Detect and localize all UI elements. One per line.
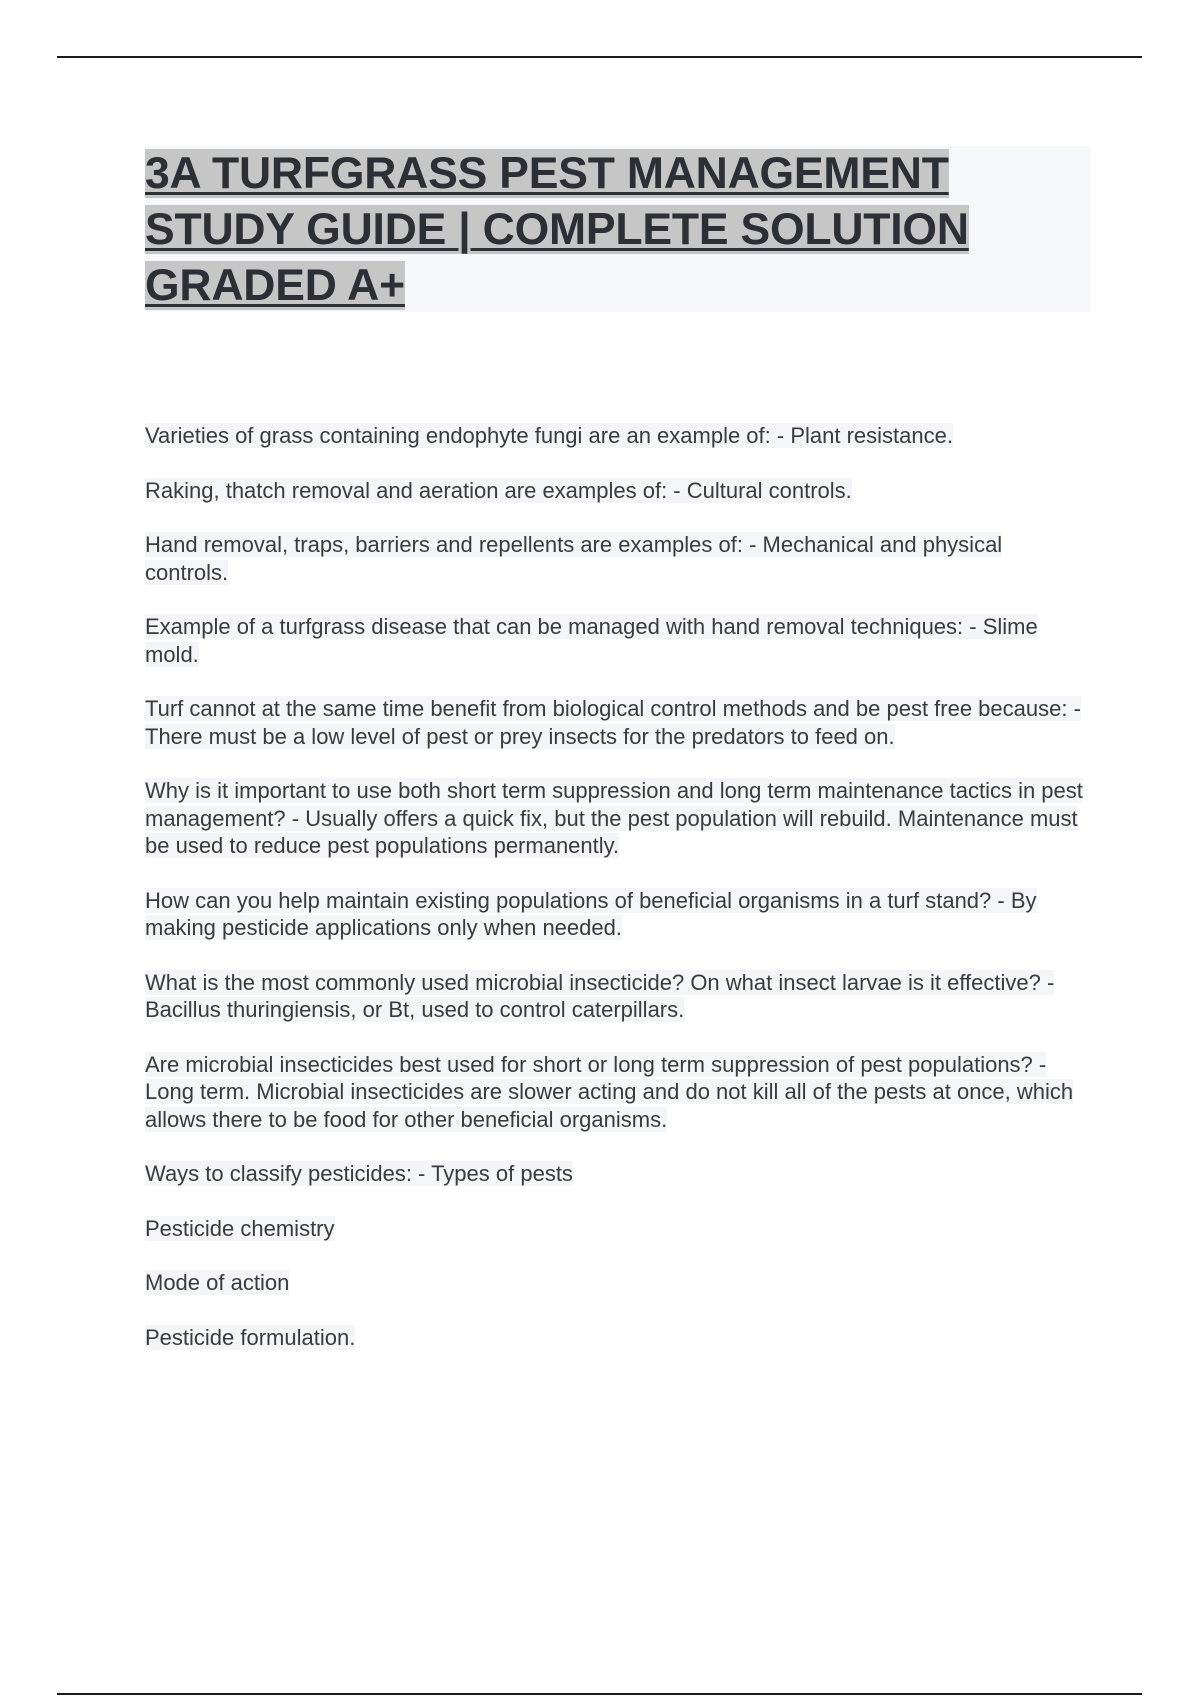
study-item-text: Are microbial insecticides best used for short or long term suppression of pest populations? - Long term. Microbial insecticides are slower acting and do not kill all of the pests at once, which allows there to be food for other beneficial organisms. bbox=[145, 1051, 1074, 1132]
study-item bbox=[145, 695, 1090, 750]
study-item-text: Pesticide formulation. bbox=[145, 1324, 356, 1350]
study-item bbox=[145, 531, 1090, 586]
study-item-text: Varieties of grass containing endophyte fungi are an example of: - Plant resistance. bbox=[145, 423, 953, 448]
study-item bbox=[145, 477, 1090, 505]
study-item-text: Pesticide chemistry bbox=[145, 1215, 335, 1241]
document-title bbox=[145, 146, 1091, 314]
study-item bbox=[145, 887, 1090, 942]
study-item bbox=[145, 1269, 1090, 1297]
study-item bbox=[145, 613, 1090, 668]
study-item-text: Ways to classify pesticides: - Types of pests bbox=[145, 1161, 573, 1186]
header-rule bbox=[57, 56, 1142, 58]
study-item-text: Mode of action bbox=[145, 1270, 290, 1295]
study-item bbox=[145, 969, 1090, 1024]
title-block bbox=[145, 146, 1091, 312]
footer-rule bbox=[57, 1693, 1142, 1695]
study-item-text: Turf cannot at the same time benefit from biological control methods and be pest free because: - There must be a low level of pest or prey insects for the predators to feed on. bbox=[145, 696, 1081, 749]
study-item-text: Raking, thatch removal and aeration are examples of: - Cultural controls. bbox=[145, 477, 852, 503]
study-item-text: Hand removal, traps, barriers and repellents are examples of: - Mechanical and physical controls. bbox=[145, 532, 1003, 585]
study-item-text: Example of a turfgrass disease that can be managed with hand removal techniques: - Slime mold. bbox=[145, 614, 1038, 667]
study-item bbox=[145, 1160, 1090, 1188]
study-item bbox=[145, 777, 1090, 860]
study-item-text: What is the most commonly used microbial insecticide? On what insect larvae is it effective? - Bacillus thuringiensis, or Bt, used to control caterpillars. bbox=[145, 969, 1055, 1022]
study-item bbox=[145, 1324, 1090, 1352]
study-item-text: How can you help maintain existing populations of beneficial organisms in a turf stand? - By making pesticide applications only when needed. bbox=[145, 887, 1037, 940]
study-item bbox=[145, 422, 1090, 450]
study-item bbox=[145, 1215, 1090, 1243]
study-item bbox=[145, 1051, 1090, 1134]
document-title-text: 3A TURFGRASS PEST MANAGEMENT STUDY GUIDE | COMPLETE SOLUTION GRADED A+ bbox=[145, 149, 969, 310]
study-items-list bbox=[145, 422, 1090, 1378]
study-item-text: Why is it important to use both short term suppression and long term maintenance tactics in pest management? - Usually offers a quick fix, but the pest population will rebuild. Maintenance must be used to reduce pest populations permanently. bbox=[145, 778, 1083, 858]
